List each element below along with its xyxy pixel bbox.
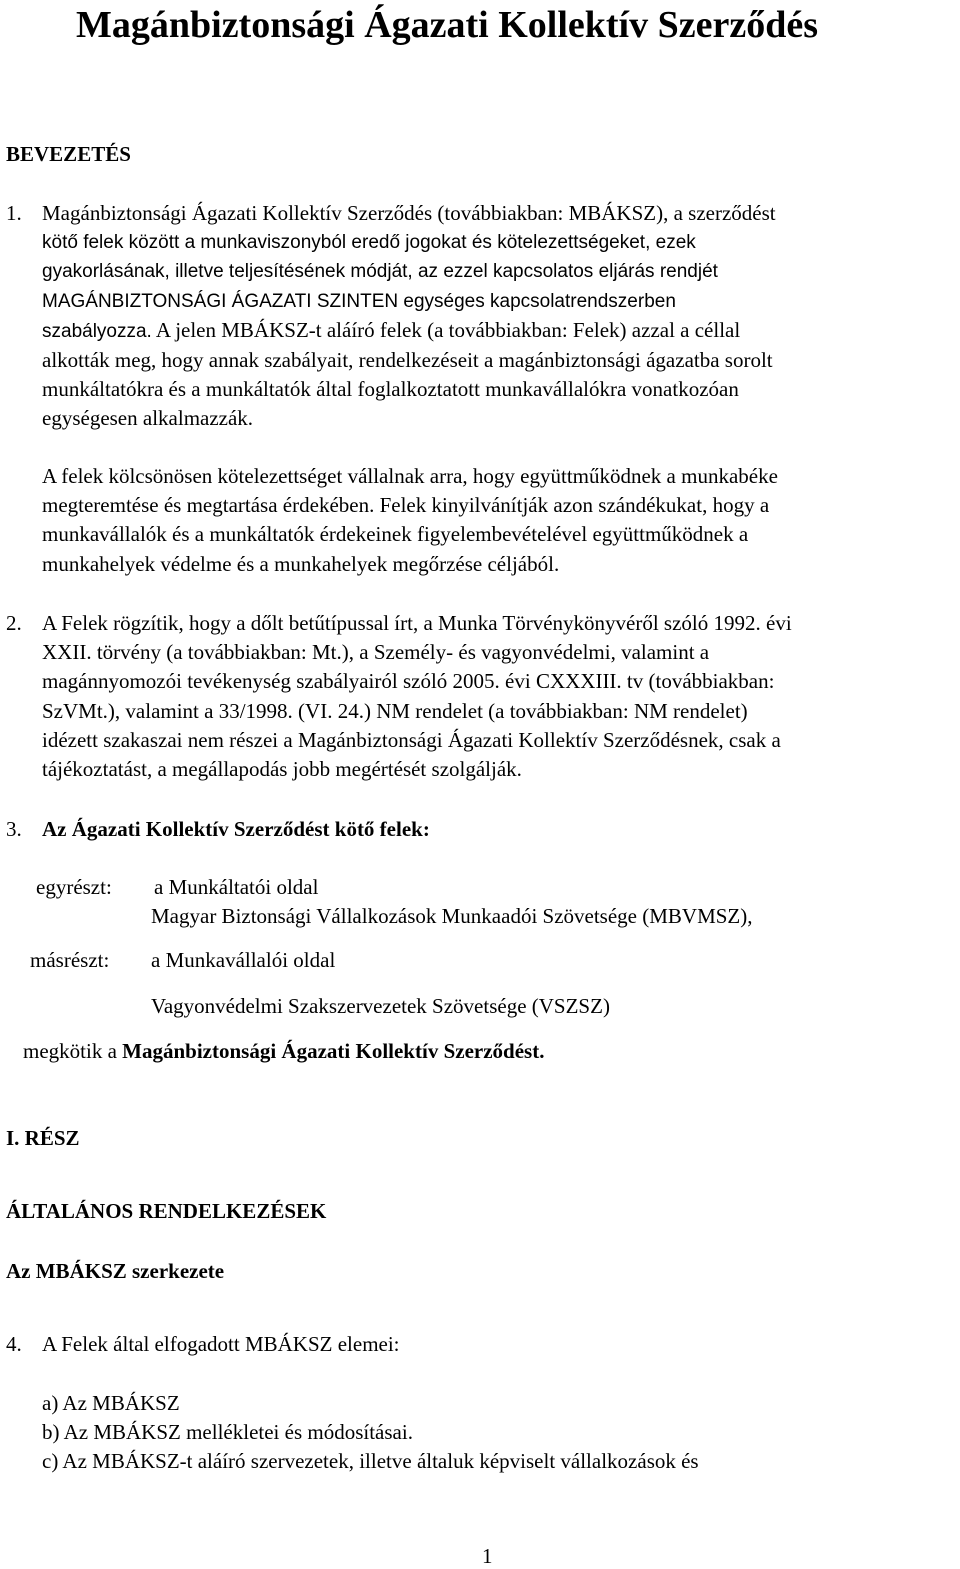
conclusion-prefix: megkötik a [23, 1039, 123, 1063]
section-2-paragraph [42, 609, 942, 784]
section-3-heading: Az Ágazati Kollektív Szerződést kötő felek: [42, 817, 430, 841]
paragraph-line: szabályozza. A jelen MBÁKSZ-t aláíró felek (a továbbiakban: Felek) azzal a céllal [42, 317, 741, 342]
paragraph-line: egységesen alkalmazzák. [42, 406, 254, 431]
section-1-paragraph-2 [42, 462, 942, 579]
paragraph-line: idézett szakaszai nem részei a Magánbiztonsági Ágazati Kollektív Szerződésnek, csak a [42, 727, 781, 752]
section-1-number: 1. [6, 201, 22, 225]
list-item: a) Az MBÁKSZ [42, 1391, 180, 1415]
employee-organization: Vagyonvédelmi Szakszervezetek Szövetsége (VSZSZ) [151, 994, 610, 1018]
section-2-number: 2. [6, 611, 22, 635]
party-label-2: másrészt: [30, 948, 110, 972]
list-item: b) Az MBÁKSZ mellékletei és módosításai. [42, 1420, 413, 1445]
party-label-1: egyrészt: [36, 875, 112, 899]
conclusion-bold: Magánbiztonsági Ágazati Kollektív Szerződést. [122, 1039, 545, 1063]
paragraph-line: munkahelyek védelme és a munkahelyek megőrzése céljából. [42, 551, 560, 576]
document-title: Magánbiztonsági Ágazati Kollektív Szerződés [76, 4, 818, 46]
paragraph-line: A Felek rögzítik, hogy a dőlt betűtípussal írt, a Munka Törvénykönyvéről szóló 1992. évi [42, 611, 792, 635]
paragraph-line: Magánbiztonsági Ágazati Kollektív Szerződés (továbbiakban: MBÁKSZ), a szerződést [42, 201, 776, 225]
section-3-number: 3. [6, 817, 22, 841]
section-1-paragraph [42, 199, 942, 434]
paragraph-line: alkották meg, hogy annak szabályait, rendelkezéseit a magánbiztonsági ágazatba sorolt [42, 348, 773, 373]
list-item: c) Az MBÁKSZ-t aláíró szervezetek, illetve általuk képviselt vállalkozások és [42, 1449, 699, 1474]
paragraph-line: A felek kölcsönösen kötelezettséget vállalnak arra, hogy együttműködnek a munkabéke [42, 464, 778, 488]
section-4-number: 4. [6, 1332, 22, 1356]
conclusion-line [23, 1038, 544, 1064]
paragraph-line: munkavállalók és a munkáltatók érdekeinek figyelembevételével együttműködnek a [42, 522, 749, 547]
employee-side: a Munkavállalói oldal [151, 948, 336, 972]
paragraph-line: gyakorlásának, illetve teljesítésének módját, az ezzel kapcsolatos eljárás rendjét [42, 261, 718, 283]
paragraph-line: SzVMt.), valamint a 33/1998. (VI. 24.) NM rendelet (a továbbiakban: NM rendelet) [42, 698, 748, 723]
section-4-list [42, 1389, 942, 1477]
paragraph-line: XXII. törvény (a továbbiakban: Mt.), a Személy- és vagyonvédelmi, valamint a [42, 640, 710, 665]
intro-heading: BEVEZETÉS [6, 142, 131, 166]
paragraph-line: kötő felek között a munkaviszonyból eredő jogokat és kötelezettségeket, ezek [42, 232, 696, 254]
paragraph-line: munkáltatókra és a munkáltatók által foglalkoztatott munkavállalókra vonatkozóan [42, 377, 739, 402]
section-4-text: A Felek által elfogadott MBÁKSZ elemei: [42, 1332, 400, 1356]
paragraph-line: tájékoztatást, a megállapodás jobb megértését szolgálják. [42, 757, 522, 782]
employer-side: a Munkáltatói oldal [154, 875, 319, 899]
page-number: 1 [482, 1544, 493, 1568]
paragraph-line: magánnyomozói tevékenység szabályairól szóló 2005. évi CXXXIII. tv (továbbiakban: [42, 669, 775, 694]
part-heading: I. RÉSZ [6, 1126, 80, 1150]
paragraph-line: megteremtése és megtartása érdekében. Felek kinyilvánítják azon szándékukat, hogy a [42, 493, 770, 518]
paragraph-line: MAGÁNBIZTONSÁGI ÁGAZATI SZINTEN egységes kapcsolatrendszerben [42, 290, 676, 312]
general-provisions-heading: ÁLTALÁNOS RENDELKEZÉSEK [6, 1199, 327, 1223]
employer-organization: Magyar Biztonsági Vállalkozások Munkaadói Szövetsége (MBVMSZ), [151, 904, 753, 928]
structure-heading: Az MBÁKSZ szerkezete [6, 1259, 225, 1283]
